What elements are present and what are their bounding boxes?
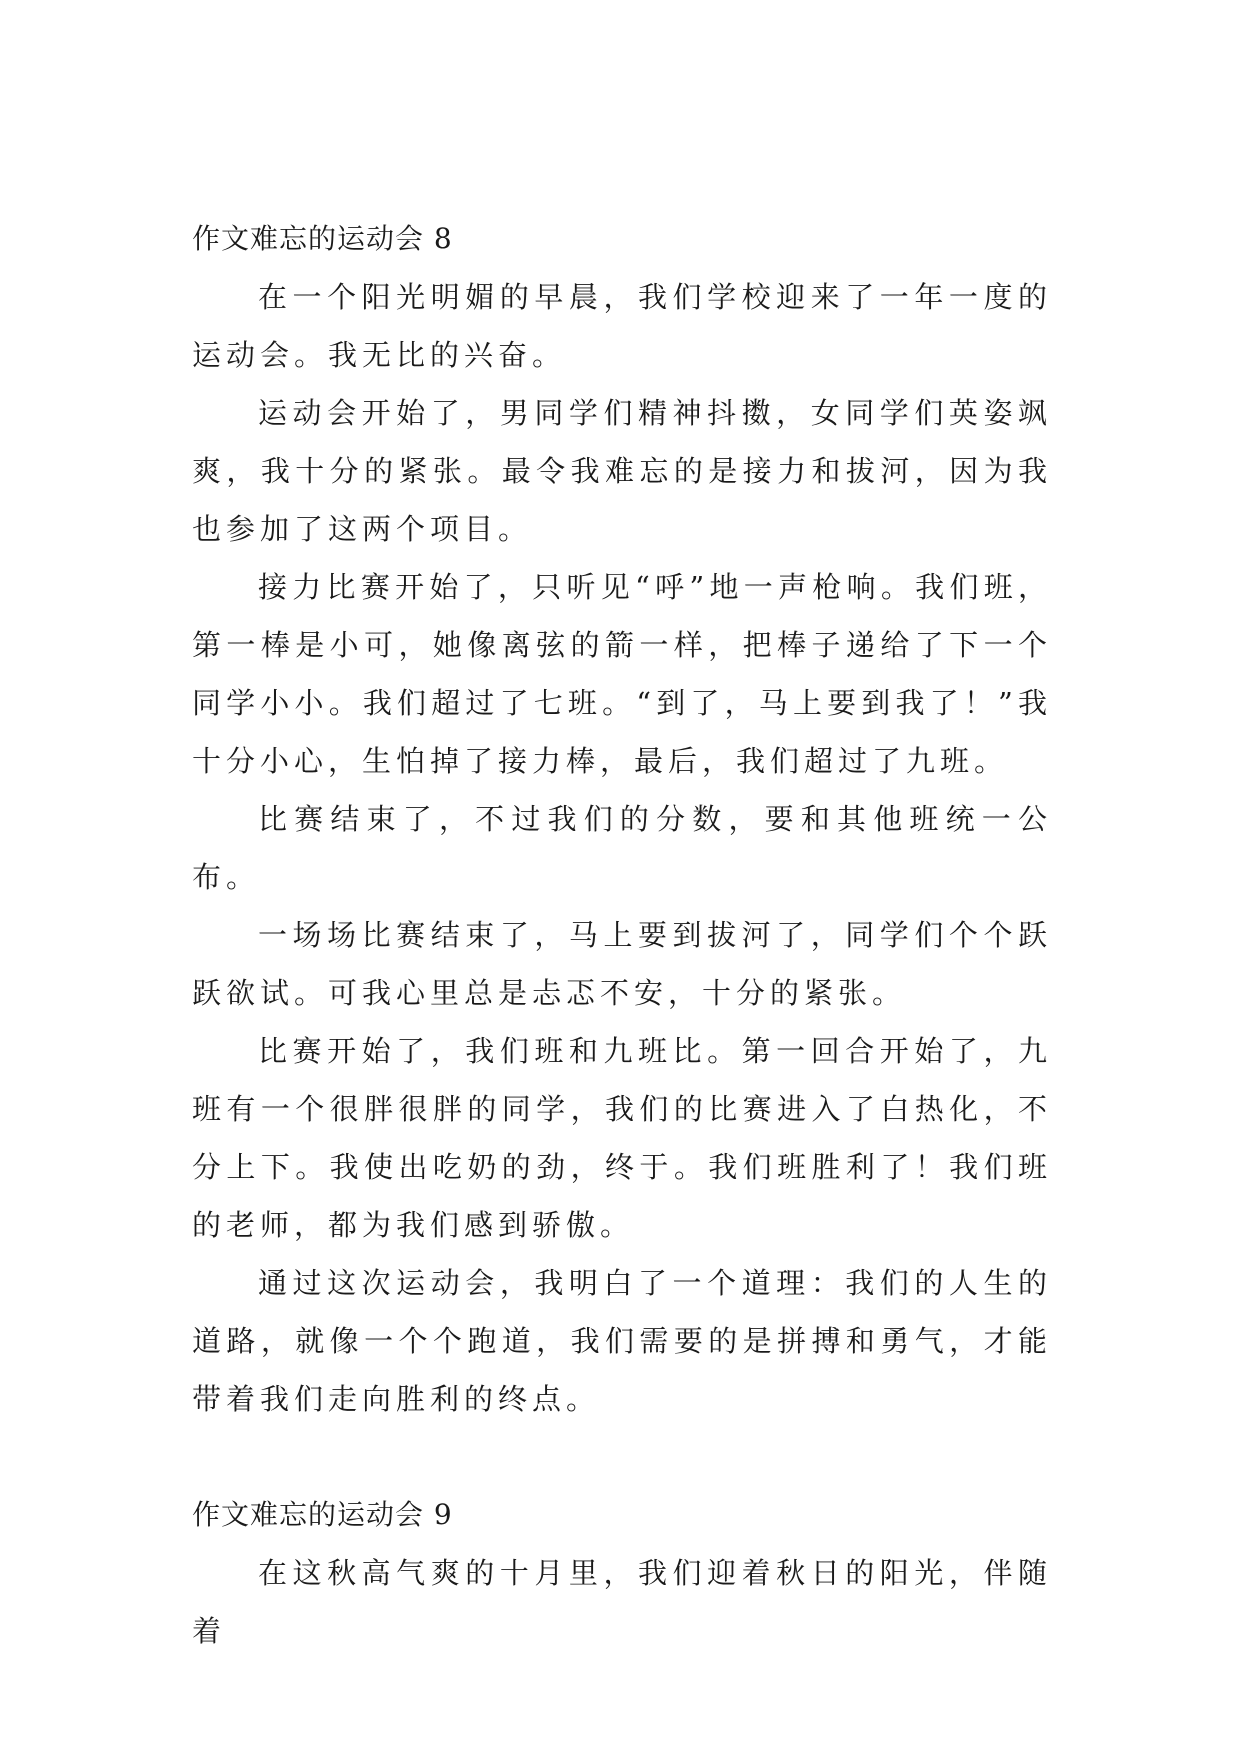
paragraph: 在一个阳光明媚的早晨，我们学校迎来了一年一度的运动会。我无比的兴奋。 xyxy=(192,280,1052,372)
paragraph: 通过这次运动会，我明白了一个道理：我们的人生的道路，就像一个个跑道，我们需要的是拼搏和勇气，才能带着我们走向胜利的终点。 xyxy=(192,1266,1052,1416)
document-body xyxy=(192,210,1052,1660)
section-spacer xyxy=(192,1428,1052,1486)
paragraph: 比赛结束了，不过我们的分数，要和其他班统一公布。 xyxy=(192,802,1052,894)
paragraph: 接力比赛开始了，只听见“呼”地一声枪响。我们班，第一棒是小可，她像离弦的箭一样，把棒子递给了下一个同学小小。我们超过了七班。“到了，马上要到我了！”我十分小心，生怕掉了接力棒，最后，我们超过了九班。 xyxy=(192,570,1052,778)
paragraph: 运动会开始了，男同学们精神抖擞，女同学们英姿飒爽，我十分的紧张。最令我难忘的是接力和拔河，因为我也参加了这两个项目。 xyxy=(192,396,1052,546)
paragraph: 在这秋高气爽的十月里，我们迎着秋日的阳光，伴随着 xyxy=(192,1556,1052,1648)
essay-9 xyxy=(192,1486,1052,1660)
essay-title: 作文难忘的运动会 9 xyxy=(192,1498,453,1531)
paragraph: 比赛开始了，我们班和九班比。第一回合开始了，九班有一个很胖很胖的同学，我们的比赛进入了白热化，不分上下。我使出吃奶的劲，终于。我们班胜利了！我们班的老师，都为我们感到骄傲。 xyxy=(192,1034,1052,1242)
paragraph: 一场场比赛结束了，马上要到拔河了，同学们个个跃跃欲试。可我心里总是忐忑不安，十分的紧张。 xyxy=(192,918,1052,1010)
essay-8 xyxy=(192,210,1052,1428)
essay-title: 作文难忘的运动会 8 xyxy=(192,222,453,255)
